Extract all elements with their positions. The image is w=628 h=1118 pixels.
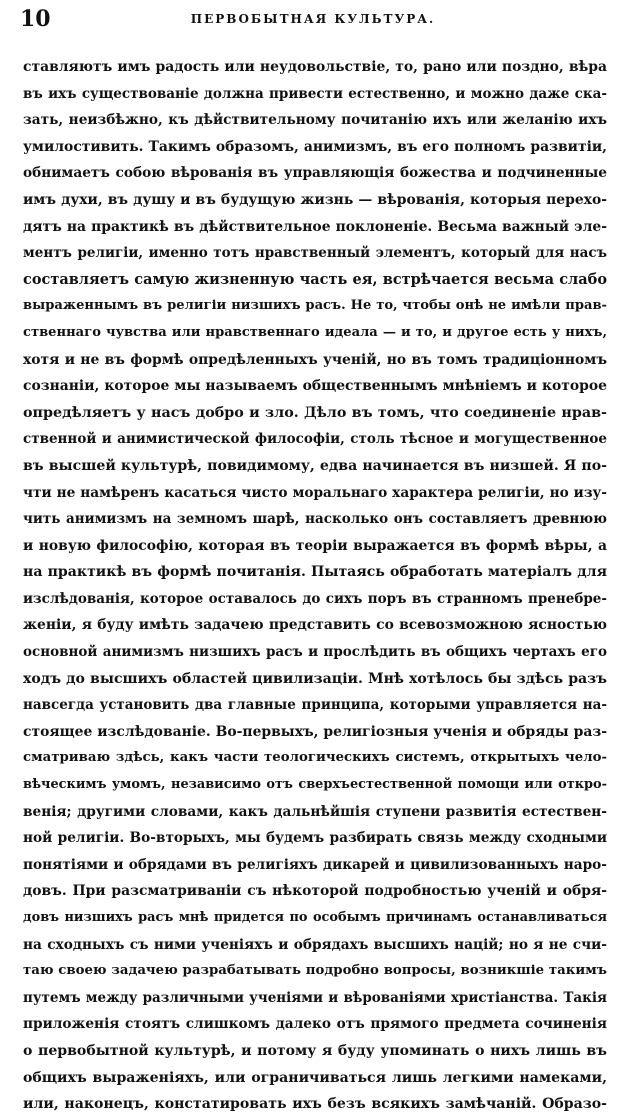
text-line: стоящее изслѣдованіе. Во-первыхъ, религіозныя ученія и обряды раз- [23, 723, 607, 740]
text-line: изслѣдованія, которое оставалось до сихъ поръ въ странномъ пренебре- [23, 590, 607, 607]
text-line: приложенія стоятъ слишкомъ далеко отъ прямого предмета сочиненія [23, 1016, 607, 1033]
text-line: общихъ выраженіяхъ, или ограничиваться лишь легкими намеками, [23, 1069, 607, 1086]
text-line: дятъ на практикѣ въ дѣйствительное поклоненіе. Весьма важный эле- [23, 218, 607, 235]
text-line: на сходныхъ съ ними ученіяхъ и обрядахъ высшихъ націй; но я не счи- [23, 936, 607, 953]
text-line: вѣческимъ умомъ, независимо отъ сверхъестественной помощи или откро- [23, 777, 607, 793]
text-line: выраженнымъ въ религіи низшихъ расъ. Не то, чтобы онѣ не имѣли прав- [23, 298, 607, 314]
body-text [23, 54, 607, 1118]
text-line: хотя и не въ формѣ опредѣленныхъ ученій, но въ томъ традиціонномъ [23, 351, 607, 368]
text-line: путемъ между различными ученіями и вѣрованіями христіанства. Такія [23, 989, 607, 1006]
text-line: навсегда установить два главные принципа, которыми управляется на- [23, 697, 607, 714]
text-line: ментъ религіи, именно тотъ нравственный элементъ, который для насъ [23, 245, 607, 262]
text-line: сознаніи, которое мы называемъ общественнымъ мнѣніемъ и которое [23, 378, 607, 395]
text-line: довъ. При разсматриваніи съ нѣкоторой подробностью ученій и обря- [23, 883, 607, 900]
text-line: чить анимизмъ на земномъ шарѣ, насколько онъ составляетъ древнюю [23, 511, 607, 528]
text-line: таю своею задачею разрабатывать подробно вопросы, возникшіе такимъ [23, 963, 607, 979]
text-line: ственнаго чувства или нравственнаго идеала — и то, и другое есть у нихъ, [23, 324, 607, 340]
text-line: женіи, я буду имѣть задачею представить со всевозможною ясностью [23, 617, 607, 634]
text-line: понятіями и обрядами въ религіяхъ дикарей и цивилизованныхъ наро- [23, 856, 607, 873]
text-line: на практикѣ въ формѣ почитанія. Пытаясь обработать матеріалъ для [23, 564, 607, 581]
text-line: довъ низшихъ расъ мнѣ придется по особымъ причинамъ останавливаться [23, 910, 607, 925]
text-line: венія; другими словами, какъ дальнѣйшія ступени развитія естествен- [23, 803, 607, 820]
text-line: въ высшей культурѣ, повидимому, едва начинается въ низшей. Я по- [23, 457, 607, 474]
text-line: имъ духи, въ душу и въ будущую жизнь — вѣрованія, которыя перехо- [23, 191, 607, 208]
text-line: сматриваю здѣсь, какъ части теологическихъ системъ, открытыхъ чело- [23, 750, 607, 766]
text-line: и новую философію, которая въ теоріи выражается въ формѣ вѣры, а [23, 537, 607, 554]
page-header [20, 6, 606, 34]
text-line: или, наконецъ, констатировать ихъ безъ всякихъ замѣчаній. Образо- [23, 1096, 607, 1113]
text-line: опредѣляетъ у насъ добро и зло. Дѣло въ томъ, что соединеніе нрав- [23, 404, 607, 421]
text-line: въ ихъ существованіе должна привести естественно, и можно даже ска- [23, 85, 607, 102]
page-number: 10 [20, 6, 51, 32]
text-line: составляетъ самую жизненную часть ея, встрѣчается весьма слабо [23, 270, 607, 288]
text-line: ственной и анимистической философіи, столь тѣсное и могущественное [23, 431, 607, 448]
text-line: ходъ до высшихъ областей цивилизаціи. Мнѣ хотѣлось бы здѣсь разъ [23, 670, 607, 687]
text-line: умилостивить. Такимъ образомъ, анимизмъ, въ его полномъ развитіи, [23, 138, 607, 155]
text-line: о первобытной культурѣ, и потому я буду упоминать о нихъ лишь въ [23, 1042, 607, 1059]
running-title: ПЕРВОБЫТНАЯ КУЛЬТУРА. [190, 12, 436, 26]
text-line: обнимаетъ собою вѣрованія въ управляющія божества и подчиненные [23, 165, 607, 182]
text-line: ной религіи. Во-вторыхъ, мы будемъ разбирать связь между сходными [23, 830, 607, 847]
text-line: чти не намѣренъ касаться чисто моральнаго характера религіи, но изу- [23, 484, 607, 501]
text-line: ставляютъ имъ радость или неудовольствіе, то, рано или поздно, вѣра [23, 59, 607, 75]
text-line: основной анимизмъ низшихъ расъ и прослѣдить въ общихъ чертахъ его [23, 644, 607, 661]
text-line: зать, неизбѣжно, къ дѣйствительному почитанію ихъ или желанію ихъ [23, 112, 607, 129]
